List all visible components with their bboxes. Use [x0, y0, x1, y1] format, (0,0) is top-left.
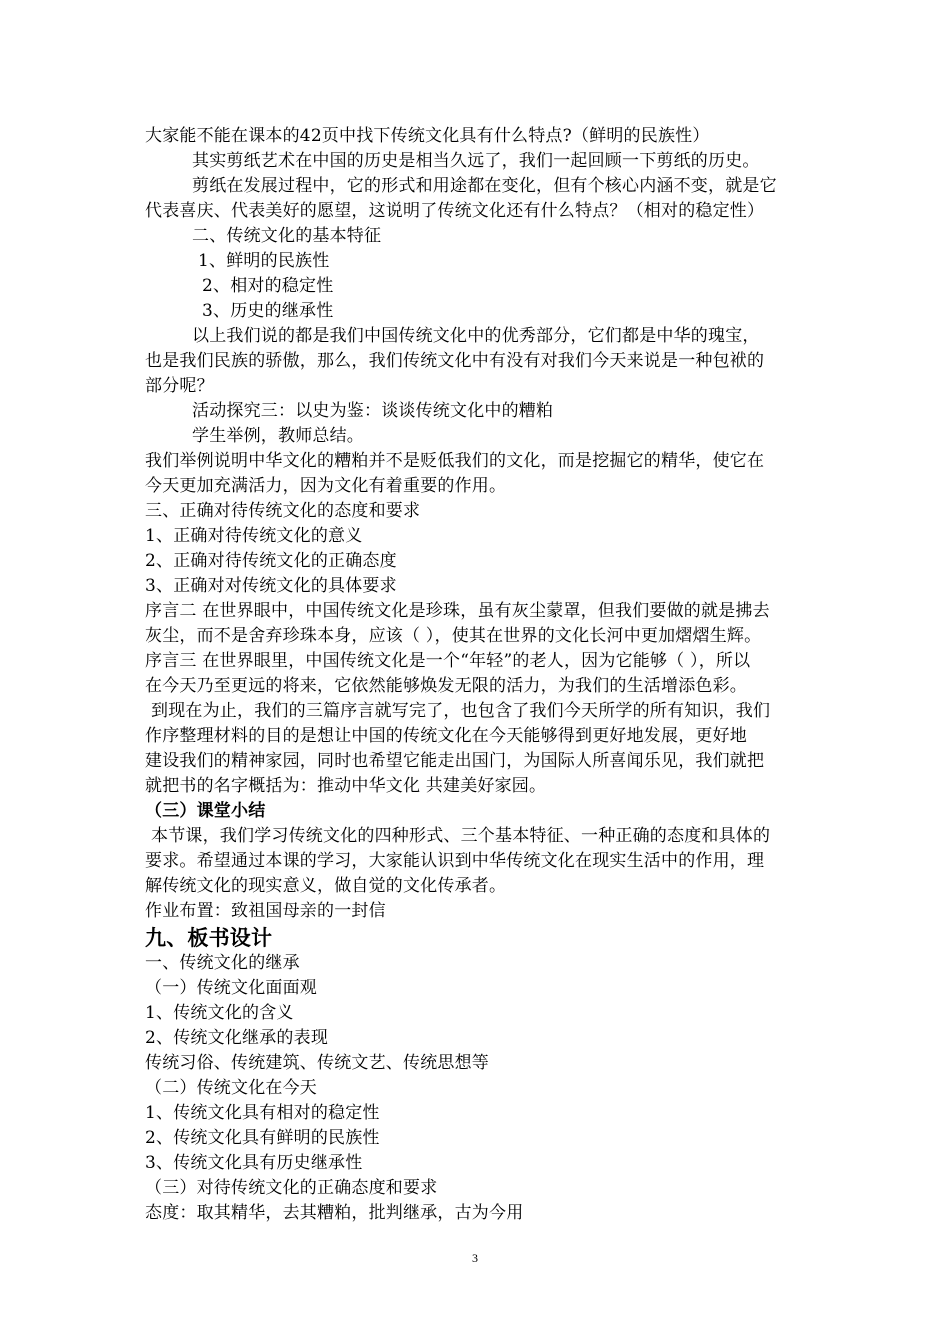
outline-item: 2、传统文化继承的表现	[145, 1028, 329, 1048]
list-item: 1、正确对待传统文化的意义	[145, 526, 363, 546]
paragraph-line: 也是我们民族的骄傲，那么，我们传统文化中有没有对我们今天来说是一种包袱的	[145, 351, 765, 371]
board-design-heading: 九、板书设计	[145, 925, 273, 950]
paragraph-line: 在今天乃至更远的将来，它依然能够焕发无限的活力，为我们的生活增添色彩。	[145, 676, 747, 696]
outline-item: 一、传统文化的继承	[145, 953, 300, 973]
section-heading: 二、传统文化的基本特征	[192, 226, 382, 246]
list-item: 3、历史的继承性	[202, 301, 334, 321]
paragraph-line: 本节课，我们学习传统文化的四种形式、三个基本特征、一种正确的态度和具体的	[151, 826, 771, 846]
paragraph-line: 学生举例，教师总结。	[192, 426, 364, 446]
outline-item: 1、传统文化的含义	[145, 1003, 294, 1023]
paragraph-line: 建设我们的精神家园，同时也希望它能走出国门，为国际人所喜闻乐见，我们就把	[145, 751, 765, 771]
paragraph-line: 我们举例说明中华文化的糟粕并不是贬低我们的文化，而是挖掘它的精华，使它在	[145, 451, 765, 471]
outline-item: （一）传统文化面面观	[145, 978, 317, 998]
paragraph-line: 到现在为止，我们的三篇序言就写完了，也包含了我们今天所学的所有知识，我们	[151, 701, 771, 721]
activity-line: 活动探究三：以史为鉴：谈谈传统文化中的糟粕	[192, 401, 554, 421]
paragraph-line: 灰尘，而不是舍弃珍珠本身，应该（ ），使其在世界的文化长河中更加熠熠生辉。	[145, 626, 762, 646]
paragraph-line: 要求。希望通过本课的学习，大家能认识到中华传统文化在现实生活中的作用，理	[145, 851, 765, 871]
homework-line: 作业布置：致祖国母亲的一封信	[145, 901, 386, 921]
paragraph-line: 作序整理材料的目的是想让中国的传统文化在今天能够得到更好地发展，更好地	[145, 726, 747, 746]
outline-item: （二）传统文化在今天	[145, 1078, 317, 1098]
list-item: 1、鲜明的民族性	[198, 251, 330, 271]
list-item: 2、相对的稳定性	[202, 276, 334, 296]
list-item: 2、正确对待传统文化的正确态度	[145, 551, 397, 571]
list-item: 3、正确对对传统文化的具体要求	[145, 576, 397, 596]
paragraph-line: 序言二 在世界眼中，中国传统文化是珍珠，虽有灰尘蒙罩，但我们要做的就是拂去	[145, 601, 770, 621]
paragraph-line: 代表喜庆、代表美好的愿望，这说明了传统文化还有什么特点？（相对的稳定性）	[145, 201, 765, 221]
outline-item: 1、传统文化具有相对的稳定性	[145, 1103, 380, 1123]
document-body	[145, 124, 821, 1226]
paragraph-line: 序言三 在世界眼里，中国传统文化是一个“年轻”的老人，因为它能够（ ），所以	[145, 651, 751, 671]
outline-item: 3、传统文化具有历史继承性	[145, 1153, 363, 1173]
outline-item: 传统习俗、传统建筑、传统文艺、传统思想等	[145, 1053, 489, 1073]
outline-item: （三）对待传统文化的正确态度和要求	[145, 1178, 438, 1198]
outline-item: 态度：取其精华，去其糟粕，批判继承，古为今用	[145, 1203, 524, 1223]
paragraph-line: 今天更加充满活力，因为文化有着重要的作用。	[145, 476, 507, 496]
paragraph-line: 以上我们说的都是我们中国传统文化中的优秀部分，它们都是中华的瑰宝，	[192, 326, 760, 346]
outline-item: 2、传统文化具有鲜明的民族性	[145, 1128, 380, 1148]
page-number: 3	[472, 1251, 478, 1265]
paragraph-line: 其实剪纸艺术在中国的历史是相当久远了，我们一起回顾一下剪纸的历史。	[192, 151, 760, 171]
summary-heading: （三）课堂小结	[145, 801, 266, 821]
paragraph-line: 就把书的名字概括为：推动中华文化 共建美好家园。	[145, 776, 547, 796]
paragraph-line: 大家能不能在课本的42页中找下传统文化具有什么特点?（鲜明的民族性）	[145, 126, 710, 146]
section-heading: 三、正确对待传统文化的态度和要求	[145, 501, 421, 521]
paragraph-line: 部分呢？	[145, 376, 214, 396]
paragraph-line: 剪纸在发展过程中，它的形式和用途都在变化，但有个核心内涵不变，就是它	[192, 176, 777, 196]
paragraph-line: 解传统文化的现实意义，做自觉的文化传承者。	[145, 876, 507, 896]
